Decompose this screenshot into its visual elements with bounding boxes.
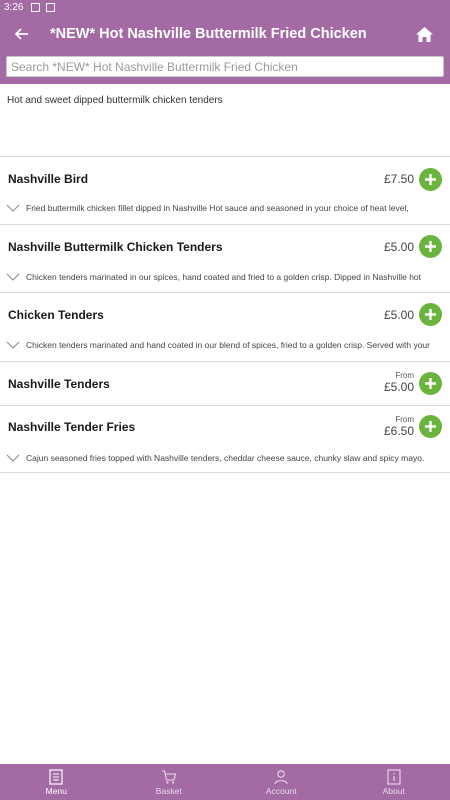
item-name: Nashville Bird <box>8 172 89 186</box>
search-bar[interactable] <box>6 56 444 77</box>
search-input[interactable] <box>11 57 443 76</box>
item-price-wrap <box>384 240 414 254</box>
nav-basket[interactable] <box>113 764 226 800</box>
chevron-down-icon <box>6 272 20 282</box>
item-price-wrap <box>384 415 414 438</box>
menu-book-icon <box>48 769 64 785</box>
item-price: £5.00 <box>383 380 414 394</box>
item-description-toggle[interactable] <box>6 203 440 213</box>
home-icon <box>416 27 433 42</box>
back-button[interactable] <box>0 14 44 54</box>
app-notification-icon <box>46 3 55 12</box>
account-icon <box>273 769 289 785</box>
item-price-wrap <box>384 371 414 394</box>
basket-icon <box>161 769 177 785</box>
chevron-down-icon <box>6 340 20 350</box>
item-description: Chicken tenders marinated in our spices, hand coated and fried to a golden crisp. Dipped in Nashville hot <box>26 272 422 282</box>
item-name: Nashville Tender Fries <box>8 420 136 434</box>
plus-icon <box>424 240 437 253</box>
info-icon <box>386 769 402 785</box>
toolbar <box>0 14 450 54</box>
menu-item[interactable] <box>0 224 450 292</box>
item-price: £6.50 <box>383 424 414 438</box>
price-from-label: From <box>395 415 414 424</box>
nav-account[interactable] <box>225 764 338 800</box>
menu-item[interactable] <box>0 292 450 361</box>
plus-icon <box>424 377 437 390</box>
item-price: £5.00 <box>383 308 414 322</box>
plus-icon <box>424 308 437 321</box>
category-description: Hot and sweet dipped buttermilk chicken tenders <box>7 95 223 106</box>
image-notification-icon <box>31 3 40 12</box>
item-price: £7.50 <box>383 172 414 186</box>
page-title: *NEW* Hot Nashville Buttermilk Fried Chicken <box>50 26 367 42</box>
chevron-down-icon <box>6 203 20 213</box>
plus-icon <box>424 420 437 433</box>
menu-item[interactable] <box>0 361 450 405</box>
nav-menu-label: Menu <box>45 785 67 796</box>
item-name: Chicken Tenders <box>8 308 104 322</box>
item-name: Nashville Buttermilk Chicken Tenders <box>8 240 223 254</box>
add-item-button[interactable] <box>419 168 442 191</box>
add-item-button[interactable] <box>419 415 442 438</box>
menu-item-list <box>0 156 450 473</box>
item-description-toggle[interactable] <box>6 453 440 463</box>
add-item-button[interactable] <box>419 303 442 326</box>
item-description: Cajun seasoned fries topped with Nashville tenders, cheddar cheese sauce, chunky slaw and spicy mayo. <box>26 453 425 463</box>
menu-item[interactable] <box>0 405 450 473</box>
chevron-down-icon <box>6 453 20 463</box>
price-from-label: From <box>395 371 414 380</box>
nav-menu[interactable] <box>0 764 113 800</box>
header <box>0 0 450 84</box>
item-description-toggle[interactable] <box>6 272 440 282</box>
menu-item[interactable] <box>0 156 450 224</box>
home-button[interactable] <box>402 14 446 54</box>
add-item-button[interactable] <box>419 235 442 258</box>
nav-about[interactable] <box>338 764 450 800</box>
status-bar <box>0 0 450 14</box>
item-price-wrap <box>384 172 414 186</box>
nav-basket-label: Basket <box>155 785 182 796</box>
status-time: 3:26 <box>4 1 24 13</box>
item-name: Nashville Tenders <box>8 377 110 391</box>
item-description: Chicken tenders marinated and hand coated in our blend of spices, fried to a golden crisp. Served with your <box>26 340 430 350</box>
nav-about-label: About <box>382 785 405 796</box>
bottom-nav <box>0 764 450 800</box>
item-price: £5.00 <box>383 240 414 254</box>
back-arrow-icon <box>15 28 29 40</box>
item-description-toggle[interactable] <box>6 340 440 350</box>
nav-account-label: Account <box>265 785 297 796</box>
item-price-wrap <box>384 308 414 322</box>
item-description: Fried buttermilk chicken fillet dipped in Nashville Hot sauce and seasoned in your choice of heat level, <box>26 203 409 213</box>
plus-icon <box>424 173 437 186</box>
add-item-button[interactable] <box>419 372 442 395</box>
